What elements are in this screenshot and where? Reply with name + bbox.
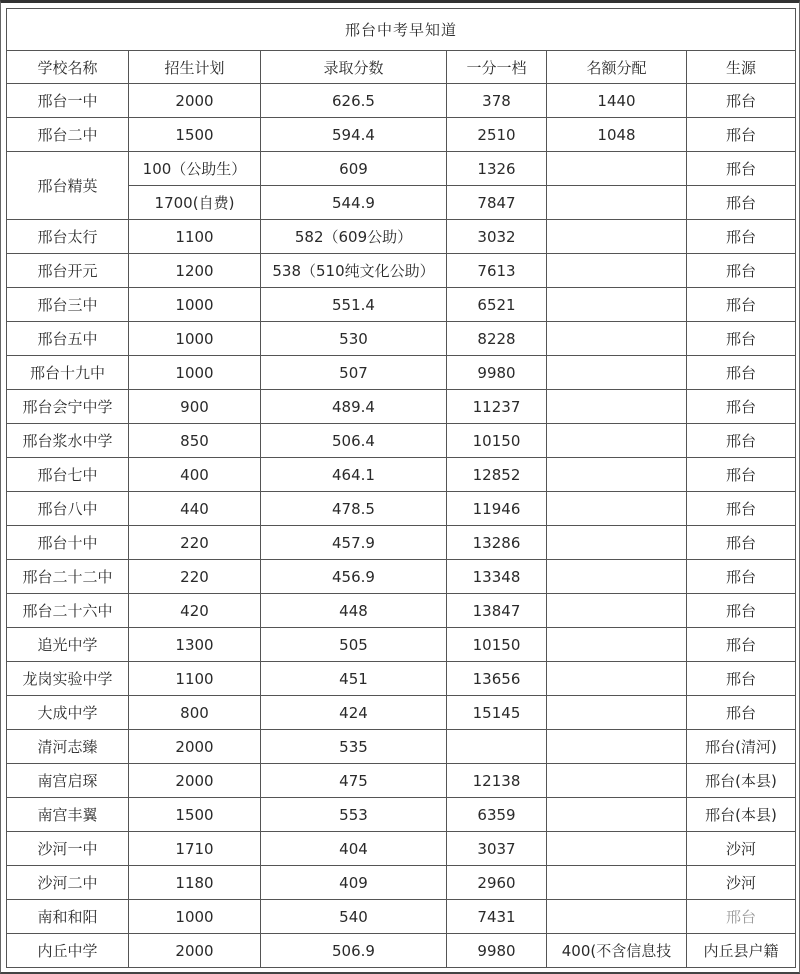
cell-score: 507 (261, 356, 447, 390)
cell-school: 南和和阳 (7, 900, 129, 934)
cell-plan: 220 (129, 560, 261, 594)
cell-score: 456.9 (261, 560, 447, 594)
table-title: 邢台中考早知道 (7, 9, 796, 51)
cell-school: 邢台八中 (7, 492, 129, 526)
cell-plan: 400 (129, 458, 261, 492)
cell-plan: 2000 (129, 934, 261, 968)
cell-school: 邢台二十六中 (7, 594, 129, 628)
header-score-rank: 一分一档 (447, 51, 547, 84)
cell-quota (547, 322, 687, 356)
cell-rank: 13847 (447, 594, 547, 628)
cell-rank: 13286 (447, 526, 547, 560)
cell-source: 邢台 (687, 662, 796, 696)
cell-plan: 100（公助生） (129, 152, 261, 186)
header-quota-allocation: 名额分配 (547, 51, 687, 84)
cell-source: 邢台 (687, 152, 796, 186)
cell-plan: 850 (129, 424, 261, 458)
table-row (7, 118, 796, 152)
cell-school: 南宫丰翼 (7, 798, 129, 832)
cell-quota (547, 628, 687, 662)
cell-source: 邢台 (687, 526, 796, 560)
cell-quota (547, 594, 687, 628)
cell-rank: 9980 (447, 934, 547, 968)
cell-score: 530 (261, 322, 447, 356)
cell-rank: 6521 (447, 288, 547, 322)
cell-quota: 1440 (547, 84, 687, 118)
cell-rank: 6359 (447, 798, 547, 832)
cell-quota (547, 152, 687, 186)
cell-rank: 7847 (447, 186, 547, 220)
cell-source: 邢台(本县) (687, 764, 796, 798)
cell-quota (547, 730, 687, 764)
cell-school: 邢台五中 (7, 322, 129, 356)
cell-source: 邢台 (687, 288, 796, 322)
table-row (7, 560, 796, 594)
cell-source: 邢台 (687, 84, 796, 118)
cell-score: 540 (261, 900, 447, 934)
cell-quota (547, 832, 687, 866)
cell-plan: 1500 (129, 118, 261, 152)
cell-quota (547, 492, 687, 526)
cell-quota (547, 458, 687, 492)
cell-score: 424 (261, 696, 447, 730)
cell-quota (547, 186, 687, 220)
cell-quota (547, 696, 687, 730)
cell-source: 邢台 (687, 186, 796, 220)
cell-plan: 1300 (129, 628, 261, 662)
cell-source: 邢台 (687, 390, 796, 424)
cell-rank: 11237 (447, 390, 547, 424)
cell-plan: 1000 (129, 356, 261, 390)
cell-school: 邢台二十二中 (7, 560, 129, 594)
cell-rank: 12138 (447, 764, 547, 798)
table-row (7, 322, 796, 356)
cell-score: 609 (261, 152, 447, 186)
cell-source: 沙河 (687, 866, 796, 900)
cell-school: 内丘中学 (7, 934, 129, 968)
cell-score: 457.9 (261, 526, 447, 560)
cell-rank: 12852 (447, 458, 547, 492)
cell-source: 邢台 (687, 220, 796, 254)
cell-source: 邢台 (687, 594, 796, 628)
table-row (7, 594, 796, 628)
cell-rank (447, 730, 547, 764)
cell-source: 邢台 (687, 322, 796, 356)
table-row (7, 458, 796, 492)
table-row (7, 288, 796, 322)
cell-quota (547, 900, 687, 934)
cell-score: 464.1 (261, 458, 447, 492)
cell-score: 506.4 (261, 424, 447, 458)
cell-rank: 8228 (447, 322, 547, 356)
cell-school: 邢台浆水中学 (7, 424, 129, 458)
table-row (7, 798, 796, 832)
cell-score: 448 (261, 594, 447, 628)
table-row (7, 764, 796, 798)
table-row (7, 866, 796, 900)
header-student-source: 生源 (687, 51, 796, 84)
cell-quota (547, 798, 687, 832)
cell-quota (547, 288, 687, 322)
cell-school: 邢台十九中 (7, 356, 129, 390)
cell-source: 邢台 (687, 254, 796, 288)
cell-rank: 11946 (447, 492, 547, 526)
cell-source: 沙河 (687, 832, 796, 866)
cell-plan: 2000 (129, 84, 261, 118)
table-row (7, 424, 796, 458)
cell-rank: 1326 (447, 152, 547, 186)
cell-school: 沙河二中 (7, 866, 129, 900)
cell-quota (547, 866, 687, 900)
cell-plan: 1710 (129, 832, 261, 866)
header-enrollment-plan: 招生计划 (129, 51, 261, 84)
cell-score: 478.5 (261, 492, 447, 526)
cell-source: 邢台 (687, 118, 796, 152)
cell-quota (547, 356, 687, 390)
cell-plan: 2000 (129, 730, 261, 764)
cell-rank: 10150 (447, 628, 547, 662)
cell-plan: 1200 (129, 254, 261, 288)
table-row (7, 254, 796, 288)
cell-plan: 2000 (129, 764, 261, 798)
cell-school: 邢台七中 (7, 458, 129, 492)
cell-score: 594.4 (261, 118, 447, 152)
cell-score: 475 (261, 764, 447, 798)
cell-plan: 420 (129, 594, 261, 628)
cell-score: 553 (261, 798, 447, 832)
header-admission-score: 录取分数 (261, 51, 447, 84)
cell-source: 邢台(本县) (687, 798, 796, 832)
cell-score: 544.9 (261, 186, 447, 220)
cell-school: 邢台十中 (7, 526, 129, 560)
header-row (7, 51, 796, 84)
admission-table (6, 8, 796, 968)
table-row (7, 934, 796, 968)
cell-school: 龙岗实验中学 (7, 662, 129, 696)
cell-school: 清河志臻 (7, 730, 129, 764)
cell-plan: 1100 (129, 220, 261, 254)
cell-quota: 1048 (547, 118, 687, 152)
cell-source: 邢台 (687, 424, 796, 458)
cell-source: 邢台 (687, 492, 796, 526)
cell-school: 邢台三中 (7, 288, 129, 322)
table-row (7, 220, 796, 254)
cell-plan: 800 (129, 696, 261, 730)
cell-score: 626.5 (261, 84, 447, 118)
cell-score: 505 (261, 628, 447, 662)
cell-plan: 1700(自费) (129, 186, 261, 220)
cell-school: 邢台会宁中学 (7, 390, 129, 424)
cell-rank: 2510 (447, 118, 547, 152)
cell-rank: 378 (447, 84, 547, 118)
cell-school: 邢台开元 (7, 254, 129, 288)
cell-school: 邢台太行 (7, 220, 129, 254)
cell-school: 南宫启琛 (7, 764, 129, 798)
cell-score: 489.4 (261, 390, 447, 424)
cell-rank: 2960 (447, 866, 547, 900)
cell-quota (547, 560, 687, 594)
cell-source: 邢台 (687, 696, 796, 730)
cell-plan: 1100 (129, 662, 261, 696)
header-school-name: 学校名称 (7, 51, 129, 84)
cell-plan: 220 (129, 526, 261, 560)
cell-quota (547, 390, 687, 424)
table-row (7, 730, 796, 764)
cell-score: 404 (261, 832, 447, 866)
cell-plan: 1180 (129, 866, 261, 900)
cell-source: 邢台 (687, 458, 796, 492)
cell-plan: 900 (129, 390, 261, 424)
cell-score: 582（609公助） (261, 220, 447, 254)
cell-score: 506.9 (261, 934, 447, 968)
cell-plan: 1000 (129, 288, 261, 322)
table-row (7, 662, 796, 696)
cell-quota (547, 254, 687, 288)
cell-score: 409 (261, 866, 447, 900)
cell-score: 538（510纯文化公助） (261, 254, 447, 288)
table-row (7, 356, 796, 390)
cell-school: 沙河一中 (7, 832, 129, 866)
cell-rank: 9980 (447, 356, 547, 390)
cell-source: 邢台 (687, 356, 796, 390)
cell-school: 大成中学 (7, 696, 129, 730)
table-row (7, 152, 796, 186)
title-row (7, 9, 796, 51)
table-row (7, 900, 796, 934)
table-row (7, 696, 796, 730)
cell-quota (547, 662, 687, 696)
table-row (7, 492, 796, 526)
table-row (7, 84, 796, 118)
cell-school: 邢台二中 (7, 118, 129, 152)
cell-plan: 1000 (129, 900, 261, 934)
cell-rank: 10150 (447, 424, 547, 458)
cell-quota (547, 526, 687, 560)
cell-school: 追光中学 (7, 628, 129, 662)
cell-quota: 400(不含信息技 (547, 934, 687, 968)
cell-score: 451 (261, 662, 447, 696)
cell-rank: 3037 (447, 832, 547, 866)
cell-school: 邢台一中 (7, 84, 129, 118)
cell-rank: 7613 (447, 254, 547, 288)
cell-source: 邢台 (687, 900, 796, 934)
table-row (7, 628, 796, 662)
table-row (7, 390, 796, 424)
cell-quota (547, 764, 687, 798)
cell-source: 内丘县户籍 (687, 934, 796, 968)
cell-rank: 7431 (447, 900, 547, 934)
cell-rank: 15145 (447, 696, 547, 730)
cell-rank: 13348 (447, 560, 547, 594)
cell-score: 551.4 (261, 288, 447, 322)
cell-source: 邢台 (687, 560, 796, 594)
cell-quota (547, 220, 687, 254)
cell-rank: 13656 (447, 662, 547, 696)
cell-plan: 1500 (129, 798, 261, 832)
cell-plan: 440 (129, 492, 261, 526)
cell-school-merged: 邢台精英 (7, 152, 129, 220)
cell-source: 邢台(清河) (687, 730, 796, 764)
cell-rank: 3032 (447, 220, 547, 254)
cell-quota (547, 424, 687, 458)
cell-source: 邢台 (687, 628, 796, 662)
cell-score: 535 (261, 730, 447, 764)
table-row (7, 832, 796, 866)
table-row (7, 526, 796, 560)
cell-plan: 1000 (129, 322, 261, 356)
